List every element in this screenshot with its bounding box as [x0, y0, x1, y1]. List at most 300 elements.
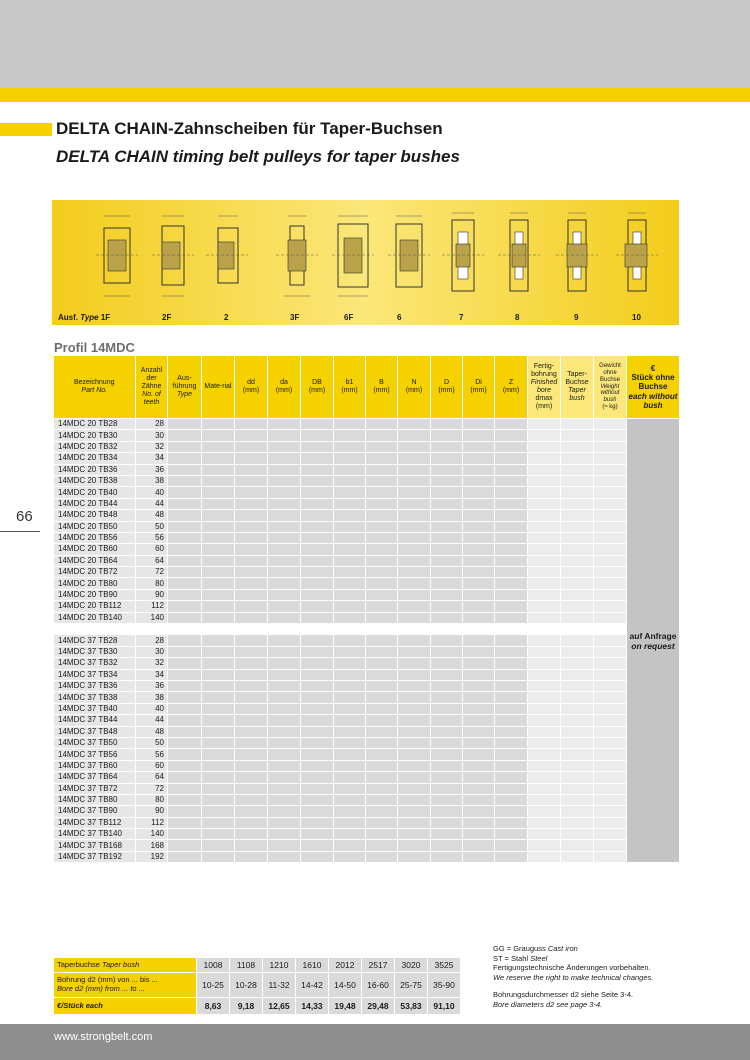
- table-row: [54, 453, 680, 464]
- empty-cell: [495, 498, 528, 509]
- empty-cell: [431, 635, 463, 646]
- price-note-en: on request: [631, 640, 675, 651]
- empty-cell: [398, 829, 431, 840]
- empty-cell: [268, 532, 301, 543]
- empty-cell: [398, 760, 431, 771]
- notes-block: [493, 944, 653, 1009]
- empty-cell: [594, 669, 627, 680]
- empty-cell: [561, 772, 594, 783]
- empty-cell: [202, 772, 235, 783]
- bush-size: 1210: [263, 958, 296, 973]
- table-row: [54, 749, 680, 760]
- empty-cell: [528, 464, 561, 475]
- empty-cell: [301, 532, 334, 543]
- bush-price-row: [54, 998, 461, 1015]
- empty-cell: [463, 464, 495, 475]
- empty-cell: [366, 419, 398, 430]
- empty-cell: [168, 487, 202, 498]
- empty-cell: [334, 840, 366, 851]
- part-no-cell: 14MDC 37 TB40: [54, 703, 136, 714]
- empty-cell: [528, 840, 561, 851]
- empty-cell: [528, 430, 561, 441]
- empty-cell: [398, 567, 431, 578]
- empty-cell: [366, 578, 398, 589]
- empty-cell: [431, 510, 463, 521]
- type-label-8: 8: [515, 313, 520, 322]
- drawing-type-6f: [330, 208, 376, 303]
- empty-cell: [168, 612, 202, 623]
- empty-cell: [334, 464, 366, 475]
- empty-cell: [202, 635, 235, 646]
- table-row: [54, 532, 680, 543]
- empty-cell: [168, 794, 202, 805]
- empty-cell: [463, 737, 495, 748]
- empty-cell: [528, 601, 561, 612]
- page-title-de: DELTA CHAIN-Zahnscheiben für Taper-Buchsen: [56, 119, 443, 138]
- footer-url[interactable]: www.strongbelt.com: [54, 1031, 153, 1043]
- empty-cell: [168, 475, 202, 486]
- empty-cell: [168, 726, 202, 737]
- empty-cell: [495, 441, 528, 452]
- empty-cell: [268, 783, 301, 794]
- empty-cell: [561, 567, 594, 578]
- empty-cell: [202, 475, 235, 486]
- bush-bore: 10-28: [230, 973, 263, 998]
- empty-cell: [561, 783, 594, 794]
- bush-size: 1108: [230, 958, 263, 973]
- empty-cell: [366, 601, 398, 612]
- bush-bore: 16-60: [362, 973, 395, 998]
- empty-cell: [268, 737, 301, 748]
- empty-cell: [202, 646, 235, 657]
- empty-cell: [398, 783, 431, 794]
- empty-cell: [495, 475, 528, 486]
- empty-cell: [431, 794, 463, 805]
- part-no-cell: 14MDC 37 TB48: [54, 726, 136, 737]
- gap-cell: [398, 624, 431, 635]
- empty-cell: [235, 589, 268, 600]
- empty-cell: [561, 680, 594, 691]
- empty-cell: [301, 749, 334, 760]
- empty-cell: [495, 646, 528, 657]
- part-no-cell: 14MDC 37 TB56: [54, 749, 136, 760]
- empty-cell: [366, 726, 398, 737]
- part-no-cell: 14MDC 37 TB90: [54, 806, 136, 817]
- empty-cell: [334, 555, 366, 566]
- header-material: Mate-rial: [202, 356, 235, 419]
- empty-cell: [301, 851, 334, 862]
- empty-cell: [528, 692, 561, 703]
- empty-cell: [168, 806, 202, 817]
- table-row: [54, 772, 680, 783]
- empty-cell: [235, 840, 268, 851]
- table-row: [54, 692, 680, 703]
- bush-size-label: Taperbuchse Taper bush: [54, 958, 197, 973]
- empty-cell: [202, 544, 235, 555]
- empty-cell: [202, 589, 235, 600]
- empty-cell: [168, 783, 202, 794]
- empty-cell: [495, 726, 528, 737]
- empty-cell: [334, 703, 366, 714]
- empty-cell: [268, 544, 301, 555]
- empty-cell: [301, 726, 334, 737]
- empty-cell: [235, 749, 268, 760]
- empty-cell: [366, 760, 398, 771]
- empty-cell: [398, 715, 431, 726]
- empty-cell: [235, 703, 268, 714]
- part-no-cell: 14MDC 37 TB112: [54, 817, 136, 828]
- empty-cell: [463, 817, 495, 828]
- top-accent-stripe: [0, 88, 750, 102]
- header-finished-bore: Fertig-bohrung Finished bore dmax (mm): [528, 356, 561, 419]
- empty-cell: [594, 612, 627, 623]
- table-row: [54, 635, 680, 646]
- empty-cell: [594, 521, 627, 532]
- empty-cell: [301, 567, 334, 578]
- table-row: [54, 726, 680, 737]
- drawing-type-6: [386, 208, 432, 303]
- type-label-6f: 6F: [344, 313, 354, 322]
- empty-cell: [431, 737, 463, 748]
- empty-cell: [594, 475, 627, 486]
- empty-cell: [463, 510, 495, 521]
- teeth-cell: 72: [136, 783, 168, 794]
- empty-cell: [268, 760, 301, 771]
- empty-cell: [398, 680, 431, 691]
- gap-cell: [235, 624, 268, 635]
- empty-cell: [366, 680, 398, 691]
- empty-cell: [168, 680, 202, 691]
- empty-cell: [431, 555, 463, 566]
- empty-cell: [268, 612, 301, 623]
- empty-cell: [431, 703, 463, 714]
- empty-cell: [202, 464, 235, 475]
- empty-cell: [301, 521, 334, 532]
- empty-cell: [528, 772, 561, 783]
- bush-size: 3525: [428, 958, 461, 973]
- empty-cell: [528, 783, 561, 794]
- empty-cell: [463, 692, 495, 703]
- title-accent-bar: [0, 123, 52, 136]
- empty-cell: [366, 430, 398, 441]
- header-di: Di (mm): [463, 356, 495, 419]
- empty-cell: [301, 703, 334, 714]
- empty-cell: [398, 453, 431, 464]
- empty-cell: [528, 578, 561, 589]
- empty-cell: [202, 840, 235, 851]
- empty-cell: [495, 715, 528, 726]
- empty-cell: [235, 669, 268, 680]
- empty-cell: [528, 851, 561, 862]
- empty-cell: [268, 521, 301, 532]
- empty-cell: [168, 441, 202, 452]
- bush-bore-row: [54, 973, 461, 998]
- empty-cell: [301, 578, 334, 589]
- empty-cell: [398, 464, 431, 475]
- empty-cell: [561, 544, 594, 555]
- empty-cell: [398, 806, 431, 817]
- empty-cell: [268, 749, 301, 760]
- empty-cell: [235, 453, 268, 464]
- empty-cell: [268, 555, 301, 566]
- empty-cell: [202, 601, 235, 612]
- empty-cell: [398, 749, 431, 760]
- empty-cell: [334, 578, 366, 589]
- empty-cell: [594, 601, 627, 612]
- empty-cell: [561, 475, 594, 486]
- empty-cell: [301, 498, 334, 509]
- empty-cell: [431, 680, 463, 691]
- teeth-cell: 90: [136, 589, 168, 600]
- empty-cell: [495, 510, 528, 521]
- empty-cell: [202, 726, 235, 737]
- empty-cell: [268, 475, 301, 486]
- teeth-cell: 192: [136, 851, 168, 862]
- table-row: [54, 737, 680, 748]
- empty-cell: [528, 453, 561, 464]
- empty-cell: [366, 510, 398, 521]
- empty-cell: [528, 419, 561, 430]
- empty-cell: [561, 715, 594, 726]
- empty-cell: [301, 475, 334, 486]
- bush-price: 14,33: [296, 998, 329, 1015]
- bush-size: 2012: [329, 958, 362, 973]
- empty-cell: [268, 669, 301, 680]
- empty-cell: [495, 760, 528, 771]
- empty-cell: [528, 794, 561, 805]
- empty-cell: [334, 475, 366, 486]
- page-number-rule: [0, 531, 40, 532]
- header-dd: dd (mm): [235, 356, 268, 419]
- empty-cell: [431, 453, 463, 464]
- empty-cell: [301, 783, 334, 794]
- empty-cell: [301, 612, 334, 623]
- empty-cell: [334, 783, 366, 794]
- empty-cell: [202, 817, 235, 828]
- empty-cell: [431, 669, 463, 680]
- empty-cell: [594, 487, 627, 498]
- empty-cell: [168, 567, 202, 578]
- empty-cell: [268, 510, 301, 521]
- bush-bore: 14-42: [296, 973, 329, 998]
- bush-bore: 14-50: [329, 973, 362, 998]
- empty-cell: [268, 794, 301, 805]
- empty-cell: [334, 589, 366, 600]
- empty-cell: [366, 475, 398, 486]
- empty-cell: [495, 589, 528, 600]
- empty-cell: [495, 772, 528, 783]
- empty-cell: [301, 840, 334, 851]
- empty-cell: [398, 544, 431, 555]
- empty-cell: [431, 806, 463, 817]
- empty-cell: [235, 612, 268, 623]
- empty-cell: [301, 715, 334, 726]
- empty-cell: [235, 726, 268, 737]
- empty-cell: [334, 544, 366, 555]
- table-row: [54, 840, 680, 851]
- empty-cell: [202, 794, 235, 805]
- empty-cell: [594, 510, 627, 521]
- teeth-cell: 36: [136, 680, 168, 691]
- empty-cell: [235, 430, 268, 441]
- gap-cell: [463, 624, 495, 635]
- empty-cell: [301, 453, 334, 464]
- empty-cell: [561, 817, 594, 828]
- empty-cell: [463, 806, 495, 817]
- empty-cell: [334, 510, 366, 521]
- teeth-cell: 48: [136, 510, 168, 521]
- empty-cell: [202, 680, 235, 691]
- empty-cell: [268, 567, 301, 578]
- part-no-cell: 14MDC 37 TB168: [54, 840, 136, 851]
- empty-cell: [398, 635, 431, 646]
- empty-cell: [528, 441, 561, 452]
- empty-cell: [528, 669, 561, 680]
- table-row: [54, 487, 680, 498]
- empty-cell: [594, 794, 627, 805]
- teeth-cell: 44: [136, 498, 168, 509]
- empty-cell: [301, 441, 334, 452]
- empty-cell: [528, 555, 561, 566]
- part-no-cell: 14MDC 20 TB72: [54, 567, 136, 578]
- table-row: [54, 806, 680, 817]
- empty-cell: [398, 487, 431, 498]
- empty-cell: [301, 555, 334, 566]
- empty-cell: [431, 589, 463, 600]
- header-part-no: Bezeichnung Part No.: [54, 356, 136, 419]
- empty-cell: [366, 441, 398, 452]
- empty-cell: [431, 544, 463, 555]
- empty-cell: [301, 589, 334, 600]
- empty-cell: [463, 794, 495, 805]
- empty-cell: [398, 441, 431, 452]
- empty-cell: [168, 703, 202, 714]
- empty-cell: [168, 646, 202, 657]
- empty-cell: [594, 760, 627, 771]
- empty-cell: [431, 692, 463, 703]
- part-no-cell: 14MDC 37 TB192: [54, 851, 136, 862]
- type-label-2f: 2F: [162, 313, 172, 322]
- gap-cell: [168, 624, 202, 635]
- empty-cell: [202, 532, 235, 543]
- empty-cell: [431, 658, 463, 669]
- empty-cell: [301, 419, 334, 430]
- bush-price-label: €/Stück each: [54, 998, 197, 1015]
- empty-cell: [398, 601, 431, 612]
- note-bore-de: Bohrungsdurchmesser d2 siehe Seite 3-4.: [493, 990, 634, 999]
- gap-cell: [202, 624, 235, 635]
- empty-cell: [268, 589, 301, 600]
- empty-cell: [334, 419, 366, 430]
- empty-cell: [235, 464, 268, 475]
- empty-cell: [561, 419, 594, 430]
- empty-cell: [495, 840, 528, 851]
- empty-cell: [398, 498, 431, 509]
- empty-cell: [235, 498, 268, 509]
- empty-cell: [431, 567, 463, 578]
- empty-cell: [268, 658, 301, 669]
- empty-cell: [334, 453, 366, 464]
- empty-cell: [528, 806, 561, 817]
- empty-cell: [528, 498, 561, 509]
- empty-cell: [268, 817, 301, 828]
- empty-cell: [398, 851, 431, 862]
- empty-cell: [594, 817, 627, 828]
- empty-cell: [168, 840, 202, 851]
- empty-cell: [202, 658, 235, 669]
- empty-cell: [202, 441, 235, 452]
- table-row: [54, 510, 680, 521]
- empty-cell: [495, 578, 528, 589]
- profile-heading: Profil 14MDC: [54, 340, 135, 355]
- top-banner: [0, 0, 750, 88]
- note-bore-en: Bore diameters d2 see page 3-4.: [493, 999, 603, 1009]
- part-no-cell: 14MDC 37 TB38: [54, 692, 136, 703]
- note-reserve-en: We reserve the right to make technical changes.: [493, 972, 654, 982]
- empty-cell: [235, 680, 268, 691]
- empty-cell: [268, 726, 301, 737]
- empty-cell: [366, 487, 398, 498]
- empty-cell: [528, 680, 561, 691]
- table-row: [54, 544, 680, 555]
- bush-bore: 11-32: [263, 973, 296, 998]
- empty-cell: [561, 578, 594, 589]
- teeth-cell: 80: [136, 578, 168, 589]
- teeth-cell: 36: [136, 464, 168, 475]
- table-row: [54, 521, 680, 532]
- empty-cell: [398, 532, 431, 543]
- empty-cell: [594, 715, 627, 726]
- empty-cell: [398, 692, 431, 703]
- teeth-cell: 32: [136, 441, 168, 452]
- empty-cell: [431, 601, 463, 612]
- empty-cell: [202, 749, 235, 760]
- part-no-cell: 14MDC 20 TB44: [54, 498, 136, 509]
- part-no-cell: 14MDC 37 TB64: [54, 772, 136, 783]
- empty-cell: [334, 635, 366, 646]
- empty-cell: [431, 612, 463, 623]
- empty-cell: [528, 737, 561, 748]
- empty-cell: [431, 783, 463, 794]
- empty-cell: [235, 772, 268, 783]
- empty-cell: [235, 578, 268, 589]
- empty-cell: [495, 703, 528, 714]
- empty-cell: [398, 772, 431, 783]
- empty-cell: [398, 703, 431, 714]
- empty-cell: [561, 658, 594, 669]
- empty-cell: [495, 817, 528, 828]
- empty-cell: [528, 612, 561, 623]
- part-no-cell: 14MDC 37 TB50: [54, 737, 136, 748]
- empty-cell: [268, 635, 301, 646]
- empty-cell: [398, 419, 431, 430]
- empty-cell: [463, 783, 495, 794]
- part-no-cell: 14MDC 37 TB28: [54, 635, 136, 646]
- empty-cell: [334, 612, 366, 623]
- empty-cell: [202, 487, 235, 498]
- part-no-cell: 14MDC 37 TB44: [54, 715, 136, 726]
- part-no-cell: 14MDC 20 TB50: [54, 521, 136, 532]
- empty-cell: [366, 692, 398, 703]
- empty-cell: [528, 829, 561, 840]
- empty-cell: [463, 498, 495, 509]
- empty-cell: [463, 680, 495, 691]
- gap-cell: [54, 624, 136, 635]
- note-steel: ST = Stahl Steel: [493, 953, 548, 963]
- table-row: [54, 589, 680, 600]
- empty-cell: [495, 464, 528, 475]
- empty-cell: [202, 806, 235, 817]
